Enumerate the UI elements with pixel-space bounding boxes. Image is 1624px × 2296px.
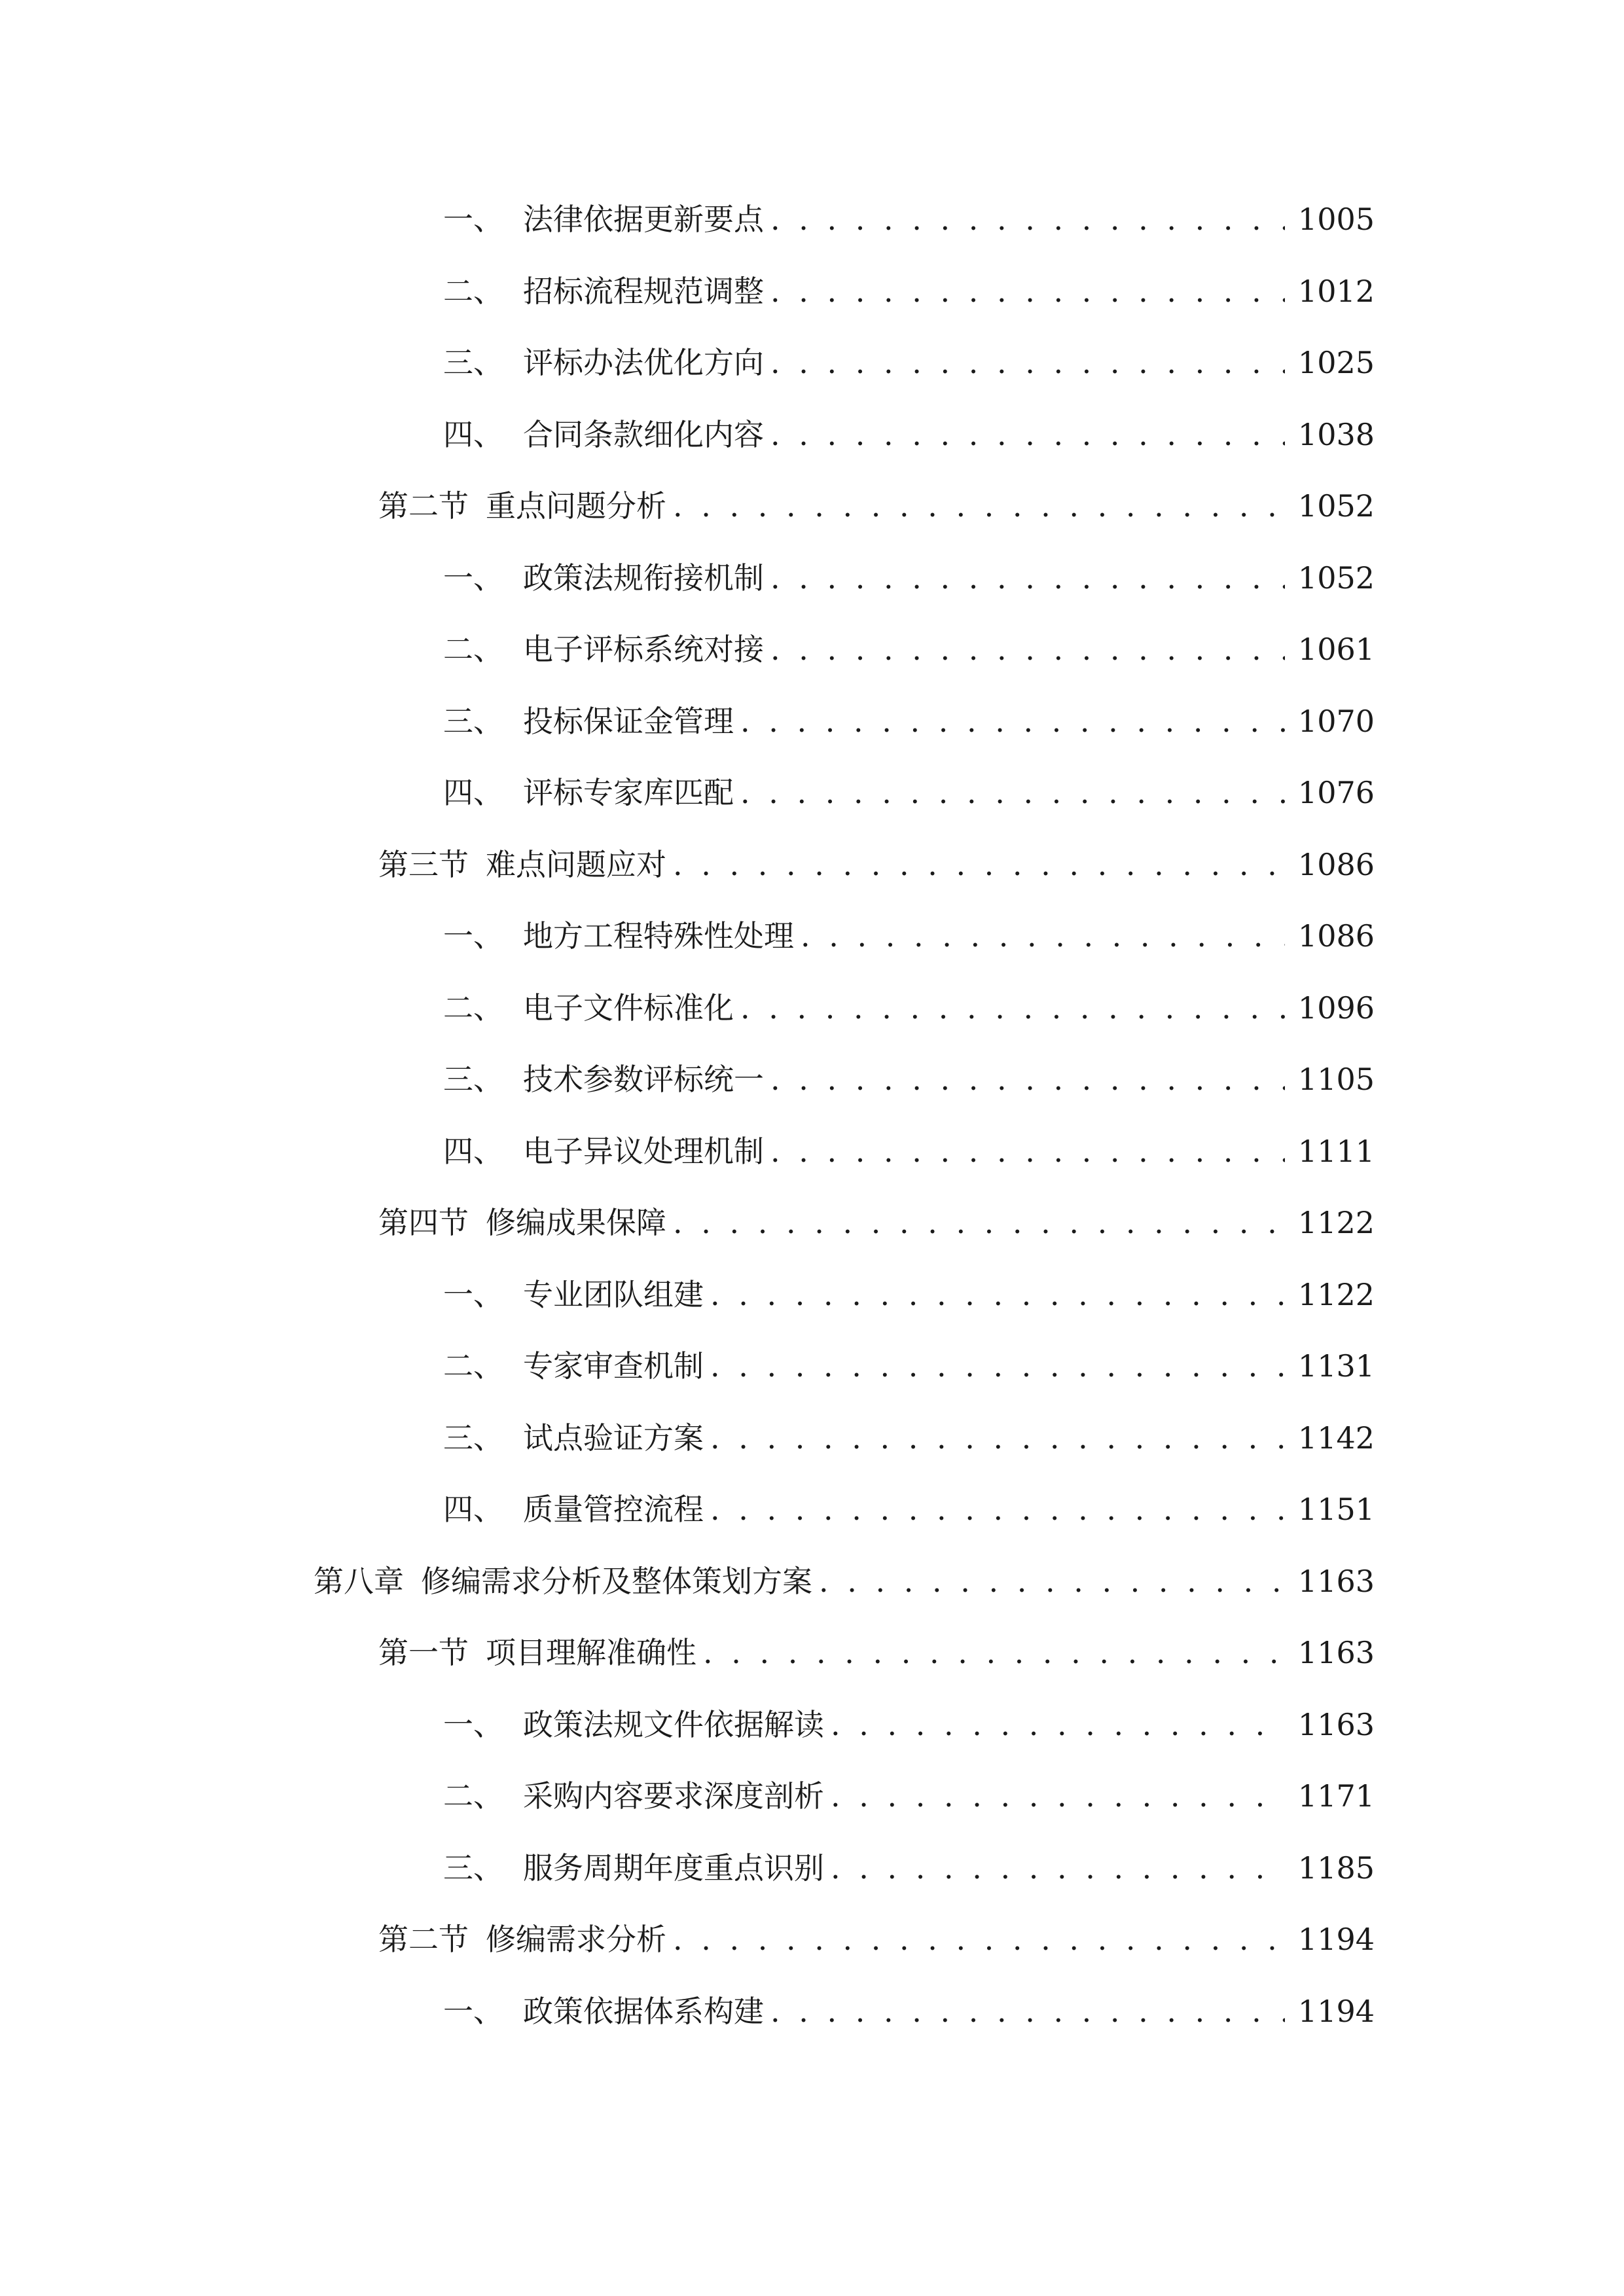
toc-entry-number: 二、 (443, 632, 503, 667)
toc-entry-title: 招标流程规范调整 (523, 274, 764, 309)
toc-entry-page: 1122 (1297, 1277, 1375, 1312)
toc-leader-dots (831, 1698, 1285, 1751)
toc-entry[interactable] (443, 1698, 1375, 1751)
toc-entry-page: 1131 (1297, 1348, 1375, 1384)
toc-entry-number: 四、 (443, 775, 503, 810)
toc-entry-page: 1163 (1297, 1635, 1375, 1670)
toc-leader-dots (740, 982, 1285, 1034)
toc-entry-number: 第二节 (378, 488, 469, 524)
toc-entry[interactable] (443, 1340, 1375, 1392)
toc-entry-number: 一、 (443, 1994, 503, 2029)
toc-leader-dots (673, 480, 1285, 532)
toc-entry[interactable] (443, 1125, 1375, 1177)
toc-entry-title: 政策依据体系构建 (523, 1994, 764, 2029)
toc-entry-number: 四、 (443, 1134, 503, 1169)
toc-entry[interactable] (443, 265, 1375, 317)
toc-leader-dots (673, 1913, 1285, 1965)
toc-leader-dots (703, 1626, 1285, 1679)
toc-entry[interactable] (443, 1053, 1375, 1105)
toc-entry-title: 采购内容要求深度剖析 (523, 1778, 824, 1814)
toc-entry-title: 修编成果保障 (486, 1205, 666, 1240)
toc-entry-title: 法律依据更新要点 (523, 202, 764, 237)
toc-entry-page: 1061 (1297, 632, 1375, 667)
toc-entry[interactable] (443, 695, 1375, 747)
toc-entry[interactable] (443, 766, 1375, 819)
toc-entry[interactable] (378, 1196, 1375, 1249)
toc-leader-dots (710, 1340, 1285, 1392)
toc-entry-page: 1012 (1297, 274, 1375, 309)
toc-entry-number: 一、 (443, 560, 503, 596)
toc-entry-title: 评标专家库匹配 (523, 775, 734, 810)
toc-entry-title: 修编需求分析 (486, 1922, 666, 1957)
toc-entry-number: 二、 (443, 990, 503, 1026)
toc-entry-page: 1052 (1297, 488, 1375, 524)
toc-entry-title: 技术参数评标统一 (523, 1062, 764, 1097)
toc-entry-number: 第一节 (378, 1635, 469, 1670)
toc-entry-title: 重点问题分析 (486, 488, 666, 524)
toc-entry-number: 一、 (443, 202, 503, 237)
toc-entry-number: 第二节 (378, 1922, 469, 1957)
toc-leader-dots (710, 1268, 1285, 1321)
toc-leader-dots (770, 1053, 1285, 1105)
toc-leader-dots (770, 1125, 1285, 1177)
toc-entry-number: 四、 (443, 417, 503, 452)
toc-leader-dots (831, 1770, 1285, 1822)
toc-entry-number: 四、 (443, 1492, 503, 1527)
toc-entry-number: 第八章 (314, 1564, 404, 1599)
toc-entry-number: 第四节 (378, 1205, 469, 1240)
toc-entry-page: 1076 (1297, 775, 1375, 810)
toc-entry-number: 二、 (443, 1348, 503, 1384)
toc-leader-dots (770, 552, 1285, 604)
toc-entry-page: 1111 (1297, 1134, 1375, 1169)
toc-entry-number: 一、 (443, 1277, 503, 1312)
toc-entry-number: 二、 (443, 1778, 503, 1814)
toc-entry-title: 服务周期年度重点识别 (523, 1850, 824, 1886)
toc-leader-dots (710, 1483, 1285, 1535)
toc-entry-number: 三、 (443, 704, 503, 739)
toc-entry-page: 1086 (1297, 847, 1375, 882)
toc-leader-dots (801, 910, 1285, 962)
toc-entry[interactable] (378, 1626, 1375, 1679)
toc-entry[interactable] (443, 1483, 1375, 1535)
toc-entry-page: 1171 (1297, 1778, 1375, 1814)
toc-entry[interactable] (443, 1412, 1375, 1464)
toc-entry[interactable] (378, 480, 1375, 532)
toc-entry[interactable] (443, 982, 1375, 1034)
toc-entry-page: 1052 (1297, 560, 1375, 596)
toc-leader-dots (770, 1985, 1285, 2037)
toc-entry-title: 电子评标系统对接 (523, 632, 764, 667)
toc-leader-dots (770, 193, 1285, 245)
toc-leader-dots (740, 766, 1285, 819)
toc-entry-page: 1142 (1297, 1420, 1375, 1456)
toc-entry-number: 三、 (443, 345, 503, 380)
toc-entry-title: 电子异议处理机制 (523, 1134, 764, 1169)
toc-entry-page: 1070 (1297, 704, 1375, 739)
toc-leader-dots (770, 336, 1285, 389)
toc-entry-number: 一、 (443, 918, 503, 954)
toc-entry[interactable] (378, 1913, 1375, 1965)
toc-entry-page: 1096 (1297, 990, 1375, 1026)
toc-entry-title: 投标保证金管理 (523, 704, 734, 739)
toc-entry-page: 1185 (1297, 1850, 1375, 1886)
toc-entry[interactable] (443, 910, 1375, 962)
toc-entry-number: 三、 (443, 1420, 503, 1456)
toc-entry-page: 1038 (1297, 417, 1375, 452)
toc-entry-title: 质量管控流程 (523, 1492, 704, 1527)
toc-leader-dots (770, 265, 1285, 317)
toc-entry-number: 二、 (443, 274, 503, 309)
toc-entry[interactable] (443, 336, 1375, 389)
toc-entry-page: 1163 (1297, 1564, 1375, 1599)
toc-leader-dots (673, 838, 1285, 891)
toc-entry-number: 三、 (443, 1062, 503, 1097)
toc-entry-page: 1151 (1297, 1492, 1375, 1527)
toc-entry-title: 难点问题应对 (486, 847, 666, 882)
toc-entry-page: 1163 (1297, 1707, 1375, 1742)
toc-entry-title: 试点验证方案 (523, 1420, 704, 1456)
toc-entry[interactable] (443, 1770, 1375, 1822)
toc-entry[interactable] (443, 1268, 1375, 1321)
toc-entry-title: 修编需求分析及整体策划方案 (421, 1564, 812, 1599)
toc-leader-dots (673, 1196, 1285, 1249)
toc-leader-dots (819, 1555, 1285, 1607)
toc-entry-page: 1194 (1297, 1994, 1375, 2029)
toc-entry-title: 政策法规衔接机制 (523, 560, 764, 596)
toc-entry-title: 项目理解准确性 (486, 1635, 696, 1670)
toc-leader-dots (770, 623, 1285, 675)
toc-entry-title: 合同条款细化内容 (523, 417, 764, 452)
toc-entry-page: 1122 (1297, 1205, 1375, 1240)
toc-entry[interactable] (314, 1555, 1375, 1607)
toc-entry-title: 专家审查机制 (523, 1348, 704, 1384)
toc-entry[interactable] (443, 1842, 1375, 1894)
toc-entry-title: 地方工程特殊性处理 (523, 918, 794, 954)
toc-entry[interactable] (443, 193, 1375, 245)
toc-leader-dots (710, 1412, 1285, 1464)
toc-entry[interactable] (443, 623, 1375, 675)
toc-entry[interactable] (443, 552, 1375, 604)
toc-entry-page: 1086 (1297, 918, 1375, 954)
toc-entry-number: 三、 (443, 1850, 503, 1886)
toc-entry-title: 评标办法优化方向 (523, 345, 764, 380)
toc-entry-title: 电子文件标准化 (523, 990, 734, 1026)
toc-entry-page: 1105 (1297, 1062, 1375, 1097)
toc-entry-page: 1025 (1297, 345, 1375, 380)
toc-entry-title: 专业团队组建 (523, 1277, 704, 1312)
toc-entry-number: 一、 (443, 1707, 503, 1742)
toc-leader-dots (770, 408, 1285, 461)
toc-entry[interactable] (378, 838, 1375, 891)
toc-entry-title: 政策法规文件依据解读 (523, 1707, 824, 1742)
toc-entry-number: 第三节 (378, 847, 469, 882)
toc-entry[interactable] (443, 408, 1375, 461)
toc-leader-dots (831, 1842, 1285, 1894)
toc-entry-page: 1194 (1297, 1922, 1375, 1957)
toc-leader-dots (740, 695, 1285, 747)
toc-entry-page: 1005 (1297, 202, 1375, 237)
toc-entry[interactable] (443, 1985, 1375, 2037)
